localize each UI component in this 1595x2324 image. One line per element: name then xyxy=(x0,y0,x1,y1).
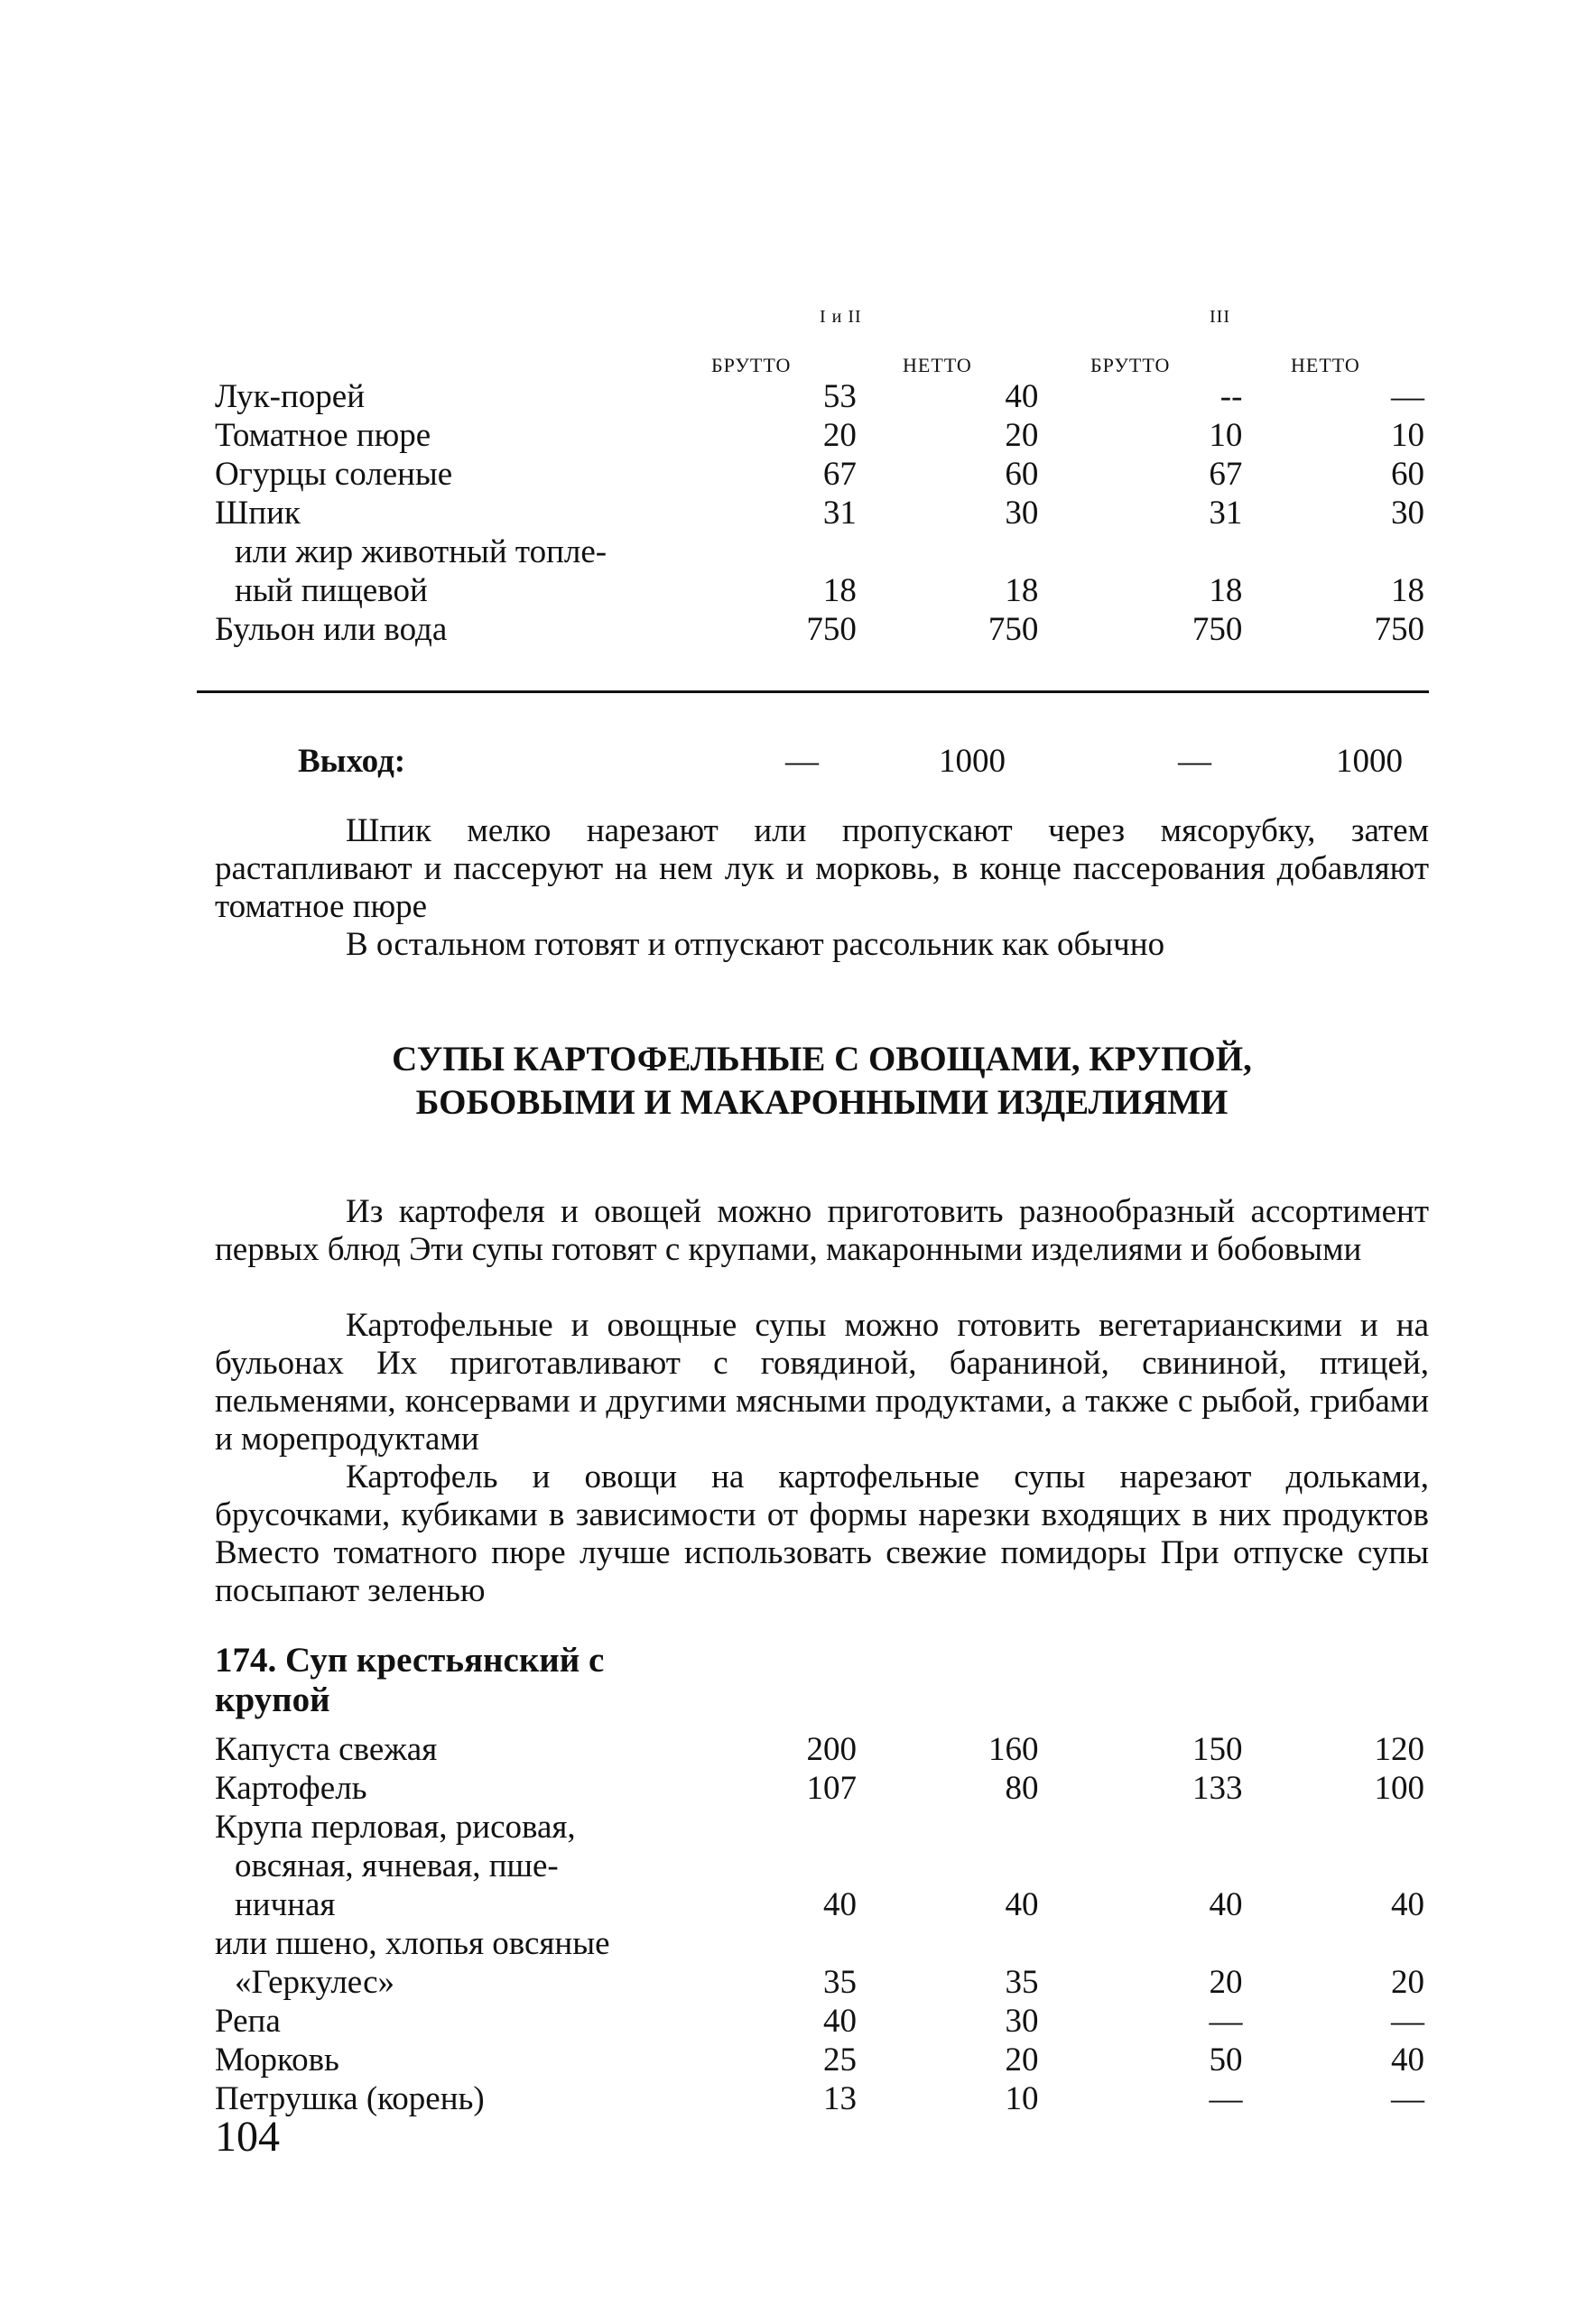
instructions-paragraph: Шпик мелко нарезают или пропускают через мясорубку, затем растапливают и пассеруют на нем лук и морковь, в конце пассерования добавляют томатное пюре xyxy=(215,812,1429,925)
brutto-1: 200 xyxy=(806,1731,858,1768)
table-row xyxy=(215,1963,1424,2002)
netto-1: 160 xyxy=(988,1731,1039,1768)
netto-1: 30 xyxy=(1005,2003,1039,2040)
col-header-netto-1: НЕТТО xyxy=(903,354,972,376)
brutto-1: 35 xyxy=(823,1964,858,2001)
table-row xyxy=(215,1730,1424,1769)
section-heading-line-2: БОБОВЫМИ И МАКАРОННЫМИ ИЗДЕЛИЯМИ xyxy=(415,1083,1229,1122)
yield-brutto-2: — xyxy=(1178,743,1211,780)
netto-1: 30 xyxy=(1005,495,1039,532)
recipe-title: 174. Суп крестьянский с крупой xyxy=(215,1641,605,1719)
netto-2: 40 xyxy=(1391,2042,1424,2079)
ingredient-name: Петрушка (корень) xyxy=(215,2080,485,2117)
brutto-1: 750 xyxy=(806,611,857,648)
brutto-2: 50 xyxy=(1209,2042,1243,2079)
yield-netto-1: 1000 xyxy=(939,743,1006,780)
table-row xyxy=(215,2079,1424,2118)
brutto-2: 150 xyxy=(1192,1731,1243,1768)
brutto-2: 18 xyxy=(1209,572,1243,609)
brutto-2 xyxy=(1039,1924,1243,1963)
brutto-1: 18 xyxy=(822,572,857,609)
brutto-1 xyxy=(697,1808,857,1847)
brutto-2 xyxy=(1039,1847,1243,1885)
brutto-1 xyxy=(697,532,857,571)
brutto-1: 25 xyxy=(823,2042,858,2079)
ingredient-name: Картофель xyxy=(215,1770,367,1807)
netto-2: 10 xyxy=(1391,417,1424,454)
table-row xyxy=(215,455,1424,494)
table-row xyxy=(215,1847,1424,1885)
ingredient-name: «Геркулес» xyxy=(235,1964,395,2001)
brutto-2: 67 xyxy=(1209,456,1243,493)
table-row xyxy=(215,610,1424,649)
table-row xyxy=(215,2041,1424,2079)
table-row xyxy=(215,1769,1424,1808)
brutto-1: 53 xyxy=(822,378,857,415)
section-heading-line-1: СУПЫ КАРТОФЕЛЬНЫЕ С ОВОЩАМИ, КРУПОЙ, xyxy=(392,1040,1252,1079)
yield-netto-2: 1000 xyxy=(1336,743,1403,780)
page-number: 104 xyxy=(215,2113,280,2161)
instructions-paragraph-2: В остальном готовят и отпускают рассольник как обычно xyxy=(346,926,1165,963)
netto-1: 750 xyxy=(988,611,1039,648)
ingredient-name: Морковь xyxy=(215,2042,339,2079)
brutto-1 xyxy=(697,1847,857,1885)
brutto-1 xyxy=(697,1924,857,1963)
netto-2: 18 xyxy=(1391,572,1424,609)
ingredients-table-1 xyxy=(215,377,1424,649)
netto-2 xyxy=(1242,1808,1424,1847)
ingredient-name: Крупа перловая, рисовая, xyxy=(215,1809,576,1846)
brutto-2 xyxy=(1038,532,1242,571)
brutto-1: 40 xyxy=(823,1886,858,1923)
netto-1: 20 xyxy=(1005,417,1039,454)
brutto-2: — xyxy=(1209,2080,1243,2117)
ingredient-name: ничная xyxy=(235,1886,336,1923)
ingredient-name: Шпик xyxy=(215,495,301,532)
col-header-brutto-1: БРУТТО xyxy=(711,354,792,376)
ingredient-name: Лук-порей xyxy=(215,378,365,415)
netto-1: 40 xyxy=(1005,1886,1039,1923)
ingredient-name: или пшено, хлопья овсяные xyxy=(215,1925,610,1962)
brutto-1: 67 xyxy=(822,456,857,493)
netto-1: 20 xyxy=(1005,2042,1039,2079)
intro-paragraph-3: Картофель и овощи на картофельные супы нарезают дольками, брусочками, кубиками в зависимости от формы нарезки входящих в них продуктов Вместо томатного пюре лучше использовать свежие помидоры При отпуске супы посыпают зеленью xyxy=(215,1458,1429,1609)
netto-2: — xyxy=(1391,378,1424,415)
brutto-2: 133 xyxy=(1192,1770,1243,1807)
netto-1 xyxy=(857,532,1039,571)
brutto-2: 20 xyxy=(1209,1964,1243,2001)
brutto-1: 20 xyxy=(822,417,857,454)
col-header-netto-2: НЕТТО xyxy=(1291,354,1360,376)
ingredient-name: Огурцы соленые xyxy=(215,456,453,493)
netto-2: — xyxy=(1391,2003,1424,2040)
brutto-2: 40 xyxy=(1209,1886,1243,1923)
netto-1: 35 xyxy=(1005,1964,1039,2001)
brutto-1: 40 xyxy=(823,2003,858,2040)
table-row xyxy=(215,2002,1424,2041)
netto-1: 80 xyxy=(1005,1770,1039,1807)
netto-2 xyxy=(1242,1924,1424,1963)
col-header-brutto-2: БРУТТО xyxy=(1090,354,1171,376)
netto-1: 18 xyxy=(1005,572,1039,609)
netto-2: 30 xyxy=(1391,495,1424,532)
brutto-1: 107 xyxy=(806,1770,858,1807)
table-row xyxy=(215,377,1424,416)
section-heading xyxy=(215,1038,1429,1125)
yield-brutto-1: — xyxy=(785,743,819,780)
brutto-2: 10 xyxy=(1209,417,1243,454)
table-row xyxy=(215,1885,1424,1924)
ingredients-table-2 xyxy=(215,1730,1424,2118)
netto-2 xyxy=(1242,532,1424,571)
netto-2: 40 xyxy=(1391,1886,1424,1923)
brutto-1: 31 xyxy=(822,495,857,532)
group-header-1-2: I и II xyxy=(820,307,862,327)
intro-paragraph-1: Из картофеля и овощей можно приготовить разнообразный ассортимент первых блюд Эти супы готовят с крупами, макаронными изделиями и бобовыми xyxy=(215,1193,1429,1268)
table-row xyxy=(215,571,1424,610)
netto-2: 60 xyxy=(1391,456,1424,493)
table-row xyxy=(215,1808,1424,1847)
ingredient-name: овсяная, ячневая, пше- xyxy=(235,1847,559,1884)
netto-2: 120 xyxy=(1374,1731,1424,1768)
table-divider xyxy=(197,690,1429,693)
yield-label: Выход: xyxy=(298,743,406,780)
brutto-2: 31 xyxy=(1209,495,1243,532)
netto-1 xyxy=(857,1808,1039,1847)
table-row xyxy=(215,532,1424,571)
netto-2: 20 xyxy=(1391,1964,1424,2001)
brutto-1: 13 xyxy=(823,2080,858,2117)
ingredient-name: Томатное пюре xyxy=(215,417,431,454)
brutto-2: 750 xyxy=(1192,611,1243,648)
ingredient-name: Капуста свежая xyxy=(215,1731,438,1768)
netto-2: 750 xyxy=(1374,611,1424,648)
netto-1: 40 xyxy=(1005,378,1039,415)
brutto-2: — xyxy=(1209,2003,1243,2040)
intro-paragraph-2: Картофельные и овощные супы можно готовить вегетарианскими и на бульонах Их приготавливают с говядиной, бараниной, свининой, птицей, пельменями, консервами и другими мясными продуктами, а также с рыбой, грибами и морепродуктами xyxy=(215,1307,1429,1458)
table-row xyxy=(215,416,1424,455)
ingredient-name: или жир животный топле- xyxy=(235,533,607,570)
group-header-3: III xyxy=(1210,307,1230,327)
netto-1: 10 xyxy=(1005,2080,1039,2117)
brutto-2: -- xyxy=(1219,378,1243,415)
netto-2 xyxy=(1242,1847,1424,1885)
netto-2: — xyxy=(1391,2080,1424,2117)
netto-1 xyxy=(857,1847,1039,1885)
table-row xyxy=(215,1924,1424,1963)
ingredient-name: Репа xyxy=(215,2003,281,2040)
ingredient-name: ный пищевой xyxy=(235,572,428,609)
brutto-2 xyxy=(1039,1808,1243,1847)
netto-1 xyxy=(857,1924,1039,1963)
netto-1: 60 xyxy=(1005,456,1039,493)
ingredient-name: Бульон или вода xyxy=(215,611,448,648)
netto-2: 100 xyxy=(1374,1770,1424,1807)
table-row xyxy=(215,494,1424,532)
